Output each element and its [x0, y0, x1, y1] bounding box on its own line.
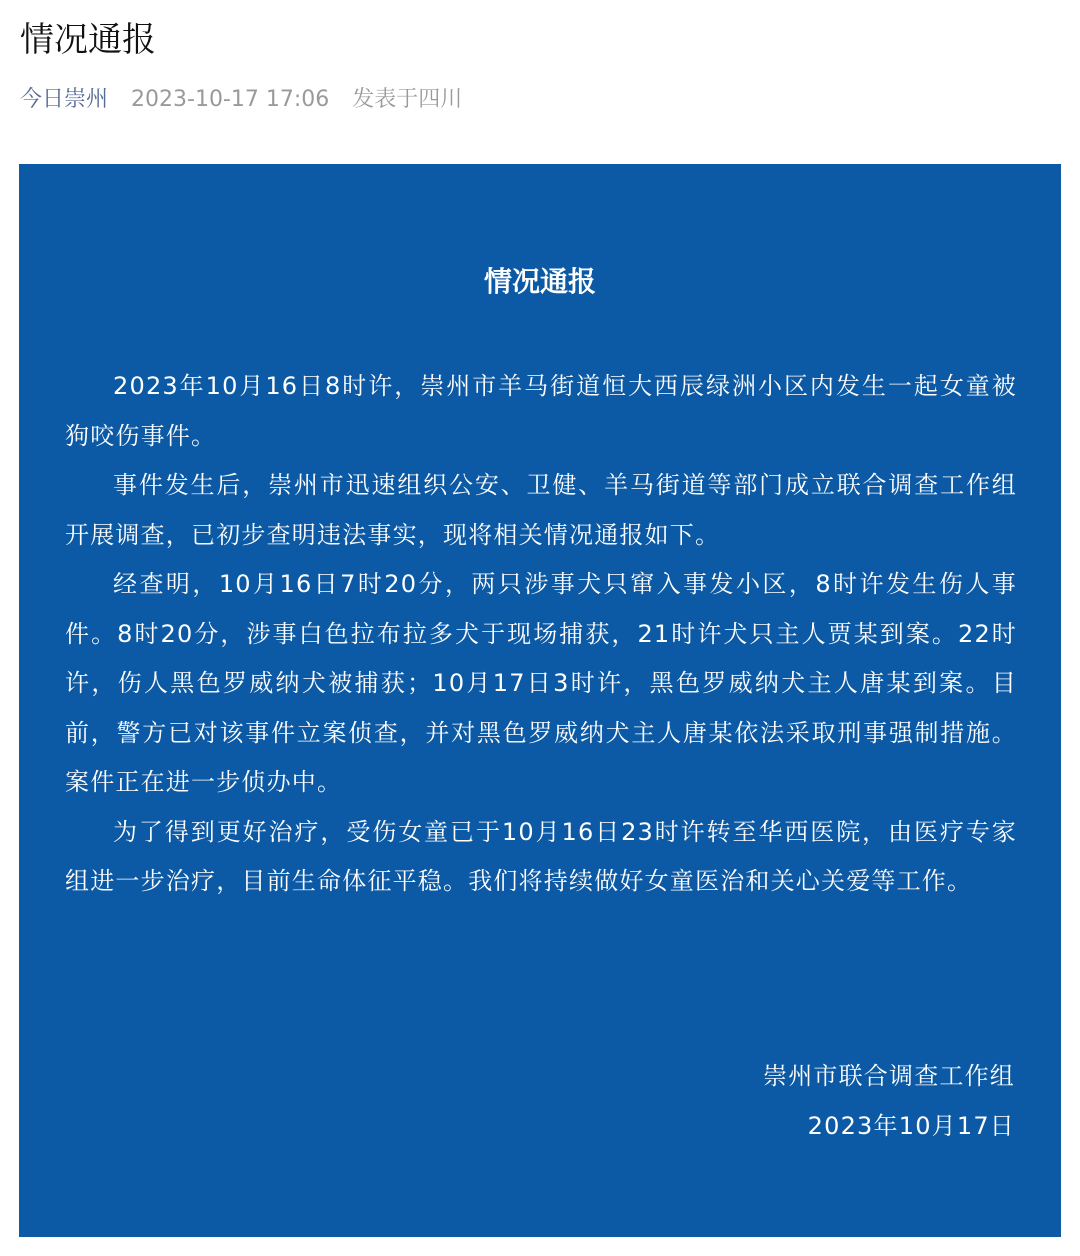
notice-signature [763, 1052, 1015, 1151]
notice-paragraph: 为了得到更好治疗，受伤女童已于10月16日23时许转至华西医院，由医疗专家组进一步治疗，目前生命体征平稳。我们将持续做好女童医治和关心关爱等工作。 [65, 817, 1017, 895]
article-title: 情况通报 [20, 20, 156, 60]
signature-org: 崇州市联合调查工作组 [763, 1062, 1015, 1090]
notice-paragraph: 2023年10月16日8时许，崇州市羊马街道恒大西辰绿洲小区内发生一起女童被狗咬伤事件。 [65, 372, 1017, 450]
notice-title: 情况通报 [483, 265, 596, 298]
notice-paragraph: 经查明，10月16日7时20分，两只涉事犬只窜入事发小区，8时许发生伤人事件。8时20分，涉事白色拉布拉多犬于现场捕获，21时许犬只主人贾某到案。22时许，伤人黑色罗威纳犬被捕获；10月17日3时许，黑色罗威纳犬主人唐某到案。目前，警方已对该事件立案侦查，并对黑色罗威纳犬主人唐某依法采取刑事强制措施。案件正在进一步侦办中。 [65, 570, 1017, 796]
publish-time: 2023-10-17 17:06 [131, 87, 330, 112]
signature-date: 2023年10月17日 [807, 1111, 1015, 1140]
account-name-link[interactable]: 今日崇州 [20, 87, 109, 112]
article-meta [20, 84, 462, 116]
notice-paragraph: 事件发生后，崇州市迅速组织公安、卫健、羊马街道等部门成立联合调查工作组开展调查，已初步查明违法事实，现将相关情况通报如下。 [65, 471, 1017, 549]
publish-location: 发表于四川 [352, 87, 463, 112]
notice-body [65, 362, 1017, 907]
notice-image [19, 164, 1061, 1237]
